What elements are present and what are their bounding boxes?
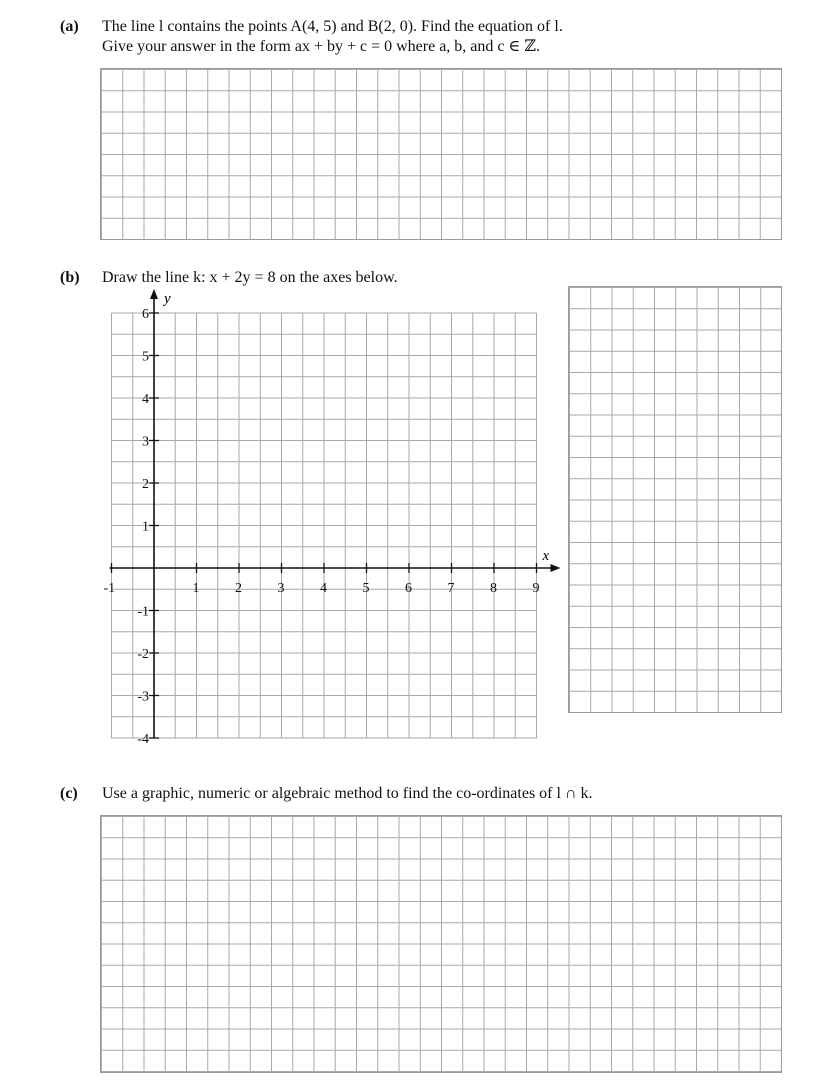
y-tick-label: 6 [142,307,149,322]
part-b-label: (b) [60,269,80,286]
x-tick-label: 6 [405,581,412,596]
chart-axes [110,289,561,738]
x-tick-label: 5 [362,581,370,596]
y-axis-arrow [150,289,158,299]
y-axis-label: y [164,291,171,307]
x-axis-label: x [542,548,550,564]
x-tick-label: 8 [490,581,497,596]
x-tick-label: 2 [235,581,242,596]
x-tick-label: 9 [532,581,540,596]
part-a-question [102,17,563,57]
chart-tick-labels [104,307,540,747]
coordinate-axes-chart[interactable] [95,285,570,750]
x-axis-arrow [551,564,561,572]
y-tick-label: 3 [142,434,149,450]
part-c-label: (c) [60,785,78,802]
y-tick-label: -1 [137,604,149,620]
answer-grid-b[interactable] [568,286,782,713]
part-a-label: (a) [60,18,79,35]
answer-grid-a[interactable] [100,68,782,240]
part-b-question: Draw the line k: x + 2y = 8 on the axes below. [102,269,398,286]
chart-grid [112,313,537,738]
x-tick-label: 3 [277,581,285,596]
y-tick-label: -2 [137,647,149,662]
part-a-line-1: The line l contains the points A(4, 5) and B(2, 0). Find the equation of l. [102,18,563,35]
x-tick-label: 4 [320,581,327,596]
y-tick-label: 4 [142,392,149,407]
answer-grid-c[interactable] [100,815,782,1073]
x-tick-label: -1 [103,581,116,596]
part-a-line-2: Give your answer in the form ax + by + c = 0 where a, b, and c ∈ ℤ. [102,38,541,55]
x-tick-label: 7 [447,581,455,596]
y-tick-label: -4 [137,732,149,747]
y-tick-label: 5 [142,349,149,365]
x-tick-label: 1 [192,581,200,596]
y-tick-label: 1 [142,519,149,535]
part-c-question: Use a graphic, numeric or algebraic method to find the co-ordinates of l ∩ k. [102,785,593,802]
y-tick-label: -3 [137,689,149,705]
y-tick-label: 2 [142,477,149,492]
